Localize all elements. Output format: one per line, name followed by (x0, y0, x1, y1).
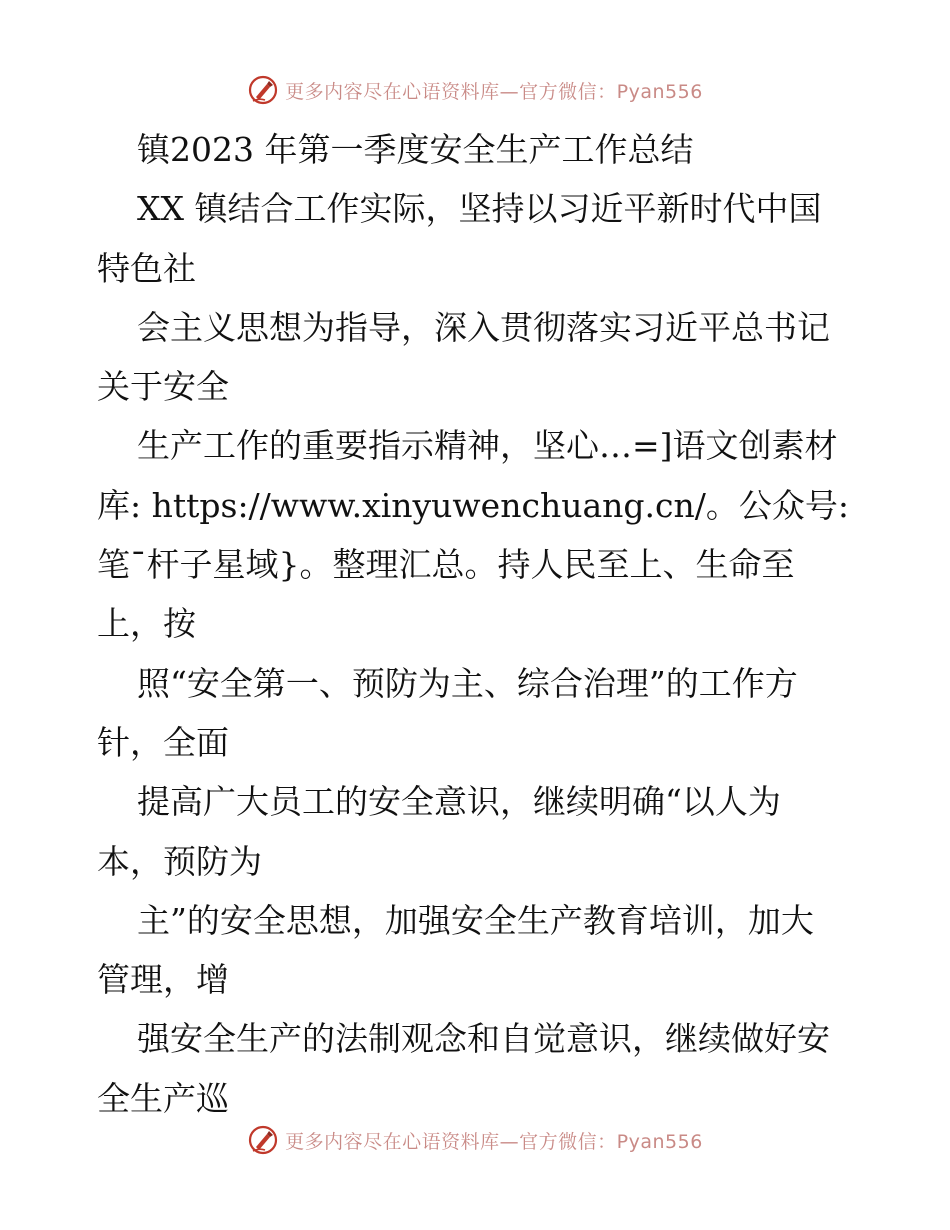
header-watermark (0, 70, 950, 110)
text-line: 笔¯杆子星域}。整理汇总。持人民至上、生命至 (97, 545, 795, 585)
text-line: 全生产巡 (97, 1078, 229, 1118)
text-line: 库: https://www.xinyuwenchuang.cn/。公众号: (97, 485, 849, 525)
text-line: 特色社 (97, 248, 196, 288)
text-line: 本，预防为 (97, 841, 262, 881)
text-line: 上，按 (97, 604, 196, 644)
pen-logo-icon (247, 74, 279, 106)
watermark-text: 更多内容尽在心语资料库—官方微信：Pyan556 (285, 1130, 703, 1153)
text-line: 照“安全第一、预防为主、综合治理”的工作方 (137, 663, 798, 703)
text-line: 管理，增 (97, 960, 229, 1000)
text-line: 针，全面 (97, 722, 229, 762)
text-line: 提高广大员工的安全意识，继续明确“以人为 (137, 782, 781, 822)
watermark-text: 更多内容尽在心语资料库—官方微信：Pyan556 (285, 80, 703, 103)
text-line: XX 镇结合工作实际，坚持以习近平新时代中国 (137, 189, 822, 229)
text-line: 强安全生产的法制观念和自觉意识，继续做好安 (137, 1019, 830, 1059)
text-line: 镇2023 年第一季度安全生产工作总结 (137, 130, 694, 169)
footer-watermark (0, 1120, 950, 1160)
text-line: 会主义思想为指导，深入贯彻落实习近平总书记 (137, 307, 830, 347)
text-line: 关于安全 (97, 367, 229, 407)
text-line: 生产工作的重要指示精神，坚心…=]语文创素材 (137, 426, 838, 466)
pen-logo-icon (247, 1124, 279, 1156)
document-body (97, 120, 857, 1128)
text-line: 主”的安全思想，加强安全生产教育培训，加大 (137, 900, 814, 940)
